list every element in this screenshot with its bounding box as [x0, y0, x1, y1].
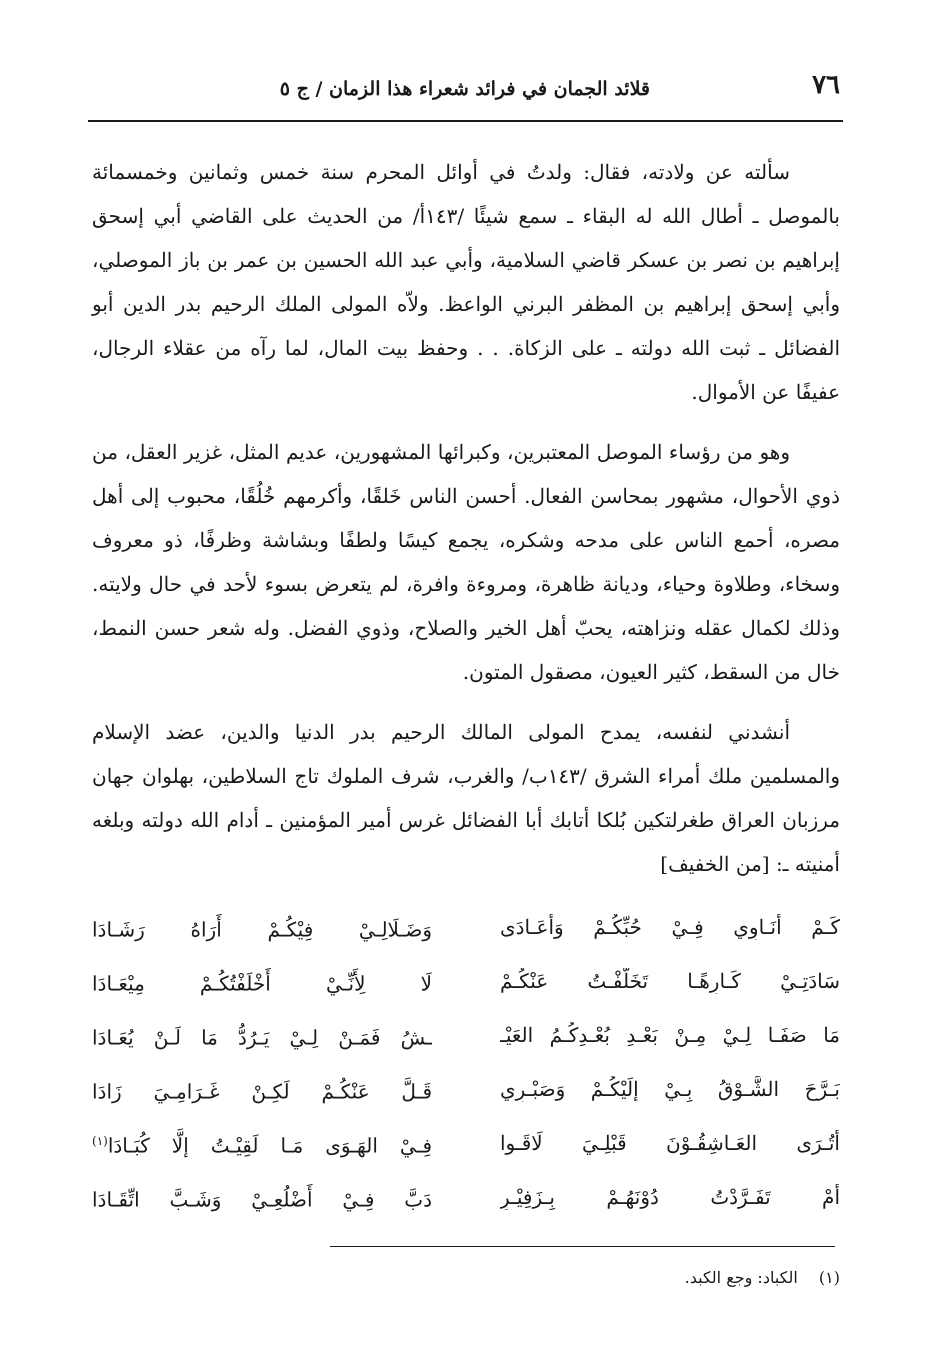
- hemistich-text: دَبَّ فِـيْ أَضْلُعِـيْ وَشَـبَّ اتِّقَـادَا: [92, 1187, 432, 1212]
- verse-second-hemistich: [92, 1074, 432, 1105]
- footnote-text: الكباد: وجع الكبد.: [684, 1268, 798, 1287]
- verse-second-hemistich: [92, 912, 432, 943]
- hemistich-text: قَـلَّ عَنْكُـمْ لَكِـنْ غَـرَامِـيَ زَادَا: [92, 1079, 432, 1104]
- footnote-number: (١): [818, 1268, 840, 1287]
- paragraph: وهو من رؤساء الموصل المعتبرين، وكبرائها المشهورين، عديم المثل، غزير العقل، من ذوي الأحوال، مشهور بمحاسن الفعال. أحسن الناس خَلقًا، وأكرمهم خُلُقًا، محبوب إلى أهل مصره، أحمع الناس على مدحه وشكره، يجمع كيسًا ولطفًا وبشاشة وظرفًا، ذو معروف وسخاء، وطلاوة وحياء، وديانة ظاهرة، ومروءة وافرة، لم يتعرض بسوء لأحد في حال ولايته. وذلك لكمال عقله ونزاهته، يحبّ أهل الخير والصلاح، وذوي الفضل. وله شعر حسن النمط، خال من السقط، كثير العيون، مصقول المتون.: [92, 440, 840, 684]
- page-number: ٧٦: [812, 70, 840, 100]
- verse-first-hemistich: كَـمْ أُنَـاوِي فِـيْ حُبِّكُـمْ وَأُعَـادَى: [500, 915, 840, 939]
- verse-first-hemistich: بَـرَّحَ الشَّـوْقُ بِـيْ إِلَيْكُـمْ وَصَبْـرِي: [500, 1077, 840, 1101]
- paragraph: سألته عن ولادته، فقال: ولدتُ في أوائل المحرم سنة خمس وثمانين وخمسمائة بالموصل ـ أطال الله له البقاء ـ سمع شيئًا /١٤٣أ/ من الحديث على القاضي أبي إسحق إبراهيم بن نصر بن عسكر قاضي السلامية، وأبي عبد الله الحسين بن عمر بن باز الموصلي، وأبي إسحق إبراهيم بن المظفر البرني الواعظ. ولاّه المولى الملك الرحيم بدر الدين أبو الفضائل ـ ثبت الله دولته ـ على الزكاة. . . وحفظ بيت المال، لما رآه من عقلاء الرجال، عفيفًا عن الأموال.: [92, 160, 840, 404]
- verse-second-hemistich: [92, 1020, 432, 1051]
- verse-first-hemistich: أَمْ تَفَـرَّدْتُ دُوْنَهُـمْ بِـزَفِيْـرٍ: [500, 1185, 840, 1209]
- main-text: [92, 150, 840, 886]
- footnote-ref: (١): [92, 1133, 108, 1148]
- footnote: [92, 1264, 840, 1292]
- paragraph: أنشدني لنفسه، يمدح المولى المالك الرحيم بدر الدنيا والدين، عضد الإسلام والمسلمين ملك أمراء الشرق /١٤٣ب/ والغرب، شرف الملوك تاج السلاطين، بهلوان جهان مرزبان العراق طغرلتكين بُلكا أتابك أبا الفضائل غرس أمير المؤمنين ـ أدام الله دولته وبلغه أمنيته ـ: [من الخفيف]: [92, 720, 840, 876]
- verse-first-hemistich: أَتُـرَى العَـاشِقُـوْنَ قَبْلِـيَ لَاقَـوا: [500, 1131, 840, 1155]
- hemistich-text: ـشُ فَمَـنْ لِـيْ يَـرُدُّ مَا لَـنْ يُعَـادَا: [92, 1025, 432, 1050]
- verse-second-hemistich: [92, 1128, 432, 1159]
- poem-verse: [92, 1062, 840, 1116]
- header-divider: [88, 120, 843, 122]
- verse-second-hemistich: [92, 966, 432, 997]
- poem: [92, 900, 840, 1224]
- running-title: قلائد الجمان في فرائد شعراء هذا الزمان / ج ٥: [279, 78, 650, 100]
- verse-second-hemistich: [92, 1182, 432, 1213]
- poem-verse: [92, 900, 840, 954]
- verse-first-hemistich: سَادَتِـيْ كَـارِهًـا تَخَلَّفْـتُ عَنْكُـمْ: [500, 969, 840, 993]
- verse-first-hemistich: مَا صَفَـا لِـيْ مِـنْ بَعْـدِ بُعْـدِكُـمُ العَيْـ: [500, 1023, 840, 1047]
- hemistich-text: لَا لِأَنِّـيْ أَخْلَفْتُكُـمْ مِيْعَـادَا: [92, 971, 432, 996]
- poem-verse: [92, 954, 840, 1008]
- poem-verse: [92, 1170, 840, 1224]
- page-header: [90, 62, 840, 112]
- footnote-divider: [330, 1246, 835, 1247]
- hemistich-text: وَضَـلَالِـيْ فِيْكُـمْ أَرَاهُ رَشَـادَا: [92, 917, 432, 942]
- poem-verse: [92, 1116, 840, 1170]
- poem-verse: [92, 1008, 840, 1062]
- hemistich-text: فِـيْ الهَـوَى مَـا لَقِيْـتُ إِلَّا كُبَـادَا: [107, 1133, 432, 1158]
